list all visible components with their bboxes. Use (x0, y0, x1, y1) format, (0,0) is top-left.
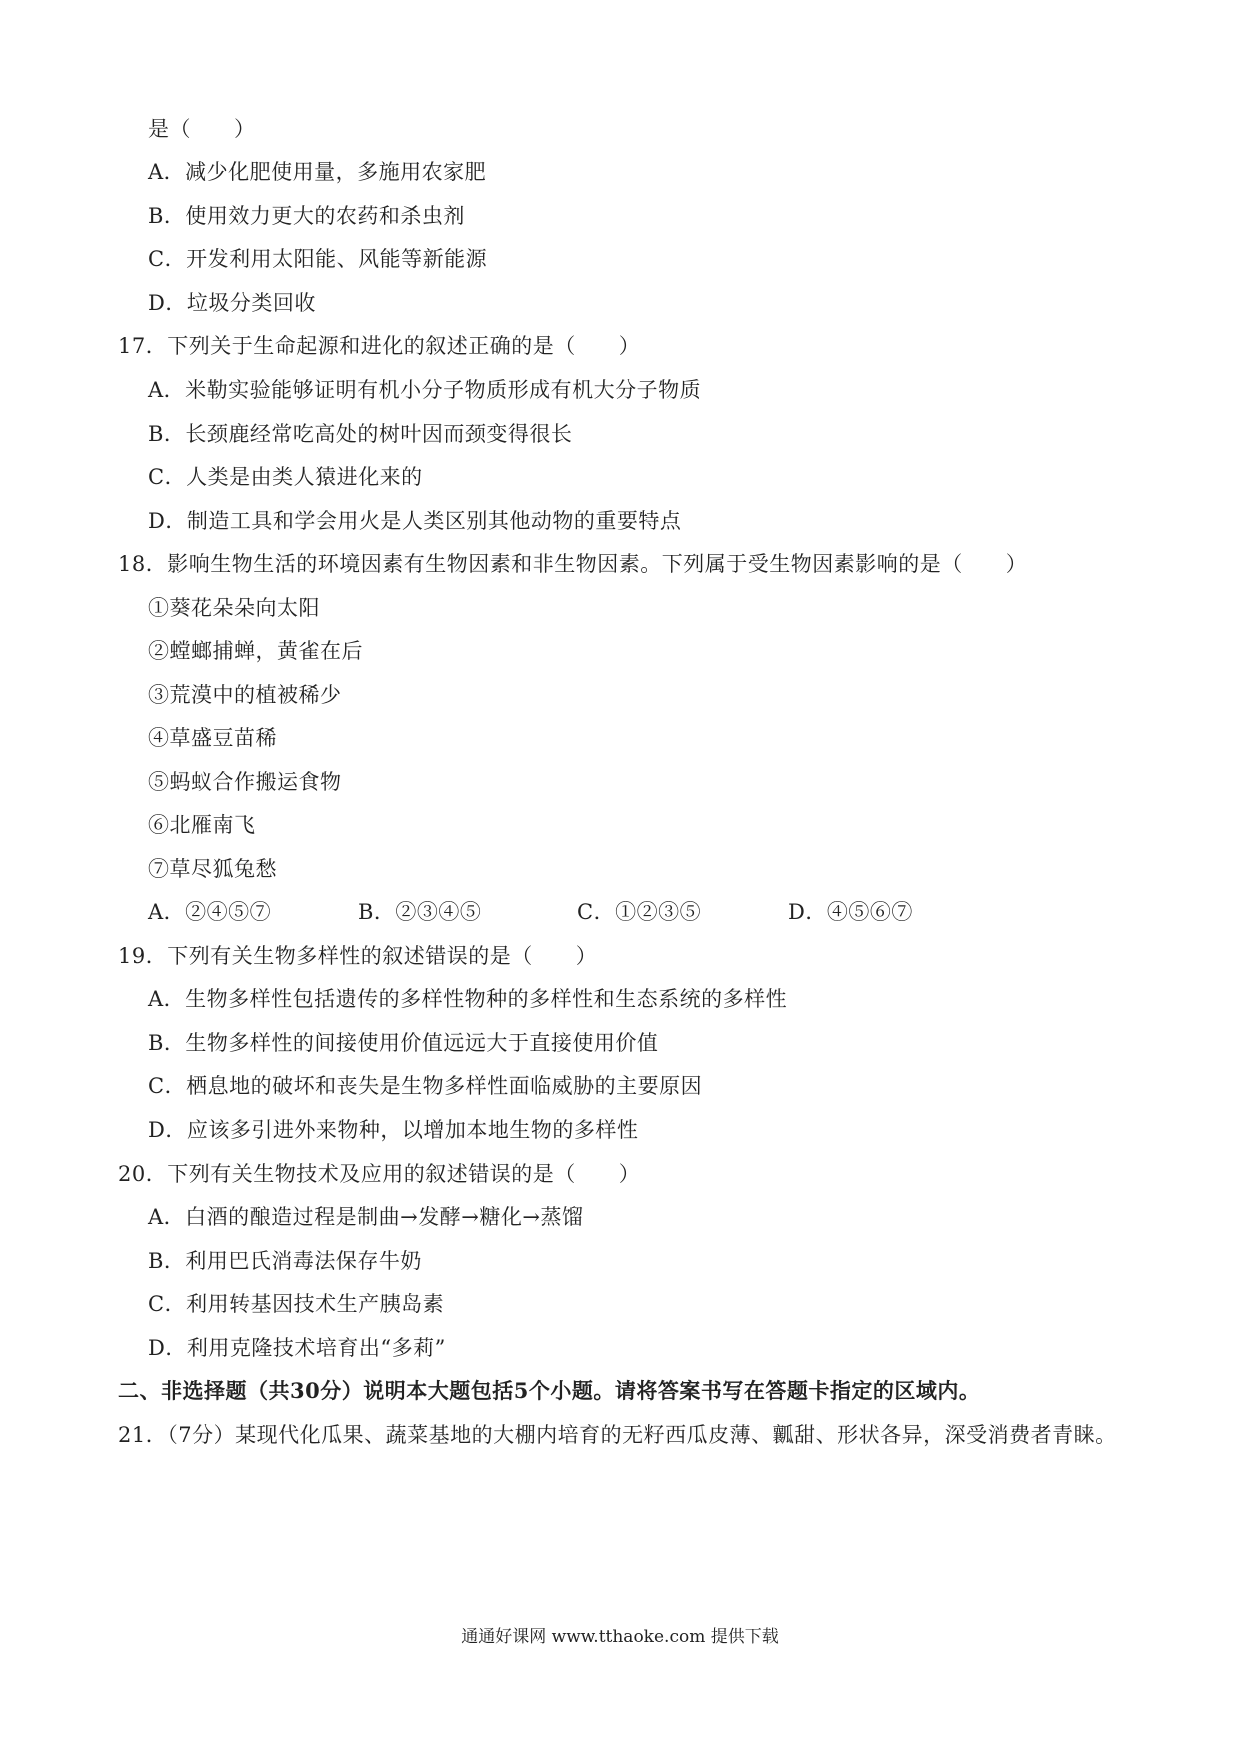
q20-option-d: D．利用克隆技术培育出“多莉” (148, 1336, 446, 1360)
q16-option-d: D．垃圾分类回收 (148, 291, 316, 315)
q18-item-1: ①葵花朵朵向太阳 (148, 596, 320, 620)
q20-option-a: A．白酒的酿造过程是制曲→发酵→糖化→蒸馏 (148, 1205, 584, 1229)
q20-stem: 20．下列有关生物技术及应用的叙述错误的是（ ） (118, 1162, 641, 1186)
q18-item-7: ⑦草尽狐兔愁 (148, 857, 277, 881)
q20-option-b: B．利用巴氏消毒法保存牛奶 (148, 1249, 422, 1273)
q18-option-c: C．①②③⑤ (577, 900, 702, 924)
q17-stem: 17．下列关于生命起源和进化的叙述正确的是（ ） (118, 334, 641, 358)
q21-stem: 21．（7分）某现代化瓜果、蔬菜基地的大棚内培育的无籽西瓜皮薄、瓤甜、形状各异，深受消费者青睐。 (118, 1423, 1117, 1447)
q18-item-5: ⑤蚂蚁合作搬运食物 (148, 770, 342, 794)
q18-option-d: D．④⑤⑥⑦ (788, 900, 913, 924)
q18-item-2: ②螳螂捕蝉，黄雀在后 (148, 639, 363, 663)
q18-item-3: ③荒漠中的植被稀少 (148, 683, 342, 707)
q17-option-d: D．制造工具和学会用火是人类区别其他动物的重要特点 (148, 509, 682, 533)
page-footer: 通通好课网 www.tthaoke.com 提供下载 (461, 1627, 779, 1647)
q16-option-a: A．减少化肥使用量，多施用农家肥 (148, 160, 487, 184)
q19-option-b: B．生物多样性的间接使用价值远远大于直接使用价值 (148, 1031, 659, 1055)
q16-option-b: B．使用效力更大的农药和杀虫剂 (148, 204, 465, 228)
q17-option-b: B．长颈鹿经常吃高处的树叶因而颈变得很长 (148, 422, 573, 446)
q16-option-c: C．开发利用太阳能、风能等新能源 (148, 247, 488, 271)
q18-stem: 18．影响生物生活的环境因素有生物因素和非生物因素。下列属于受生物因素影响的是（ ） (118, 552, 1028, 576)
q17-option-a: A．米勒实验能够证明有机小分子物质形成有机大分子物质 (148, 378, 702, 402)
q16-stem-tail: 是（ ） (148, 117, 256, 141)
q18-option-a: A．②④⑤⑦ (148, 900, 272, 924)
q18-item-6: ⑥北雁南飞 (148, 813, 256, 837)
q18-item-4: ④草盛豆苗稀 (148, 726, 277, 750)
q19-option-c: C．栖息地的破坏和丧失是生物多样性面临威胁的主要原因 (148, 1074, 703, 1098)
q17-option-c: C．人类是由类人猿进化来的 (148, 465, 423, 489)
q20-option-c: C．利用转基因技术生产胰岛素 (148, 1292, 445, 1316)
section-2-heading: 二、非选择题（共30分）说明本大题包括5个小题。请将答案书写在答题卡指定的区域内。 (118, 1378, 981, 1403)
q19-option-d: D．应该多引进外来物种，以增加本地生物的多样性 (148, 1118, 639, 1142)
q18-option-b: B．②③④⑤ (358, 900, 482, 924)
q19-option-a: A．生物多样性包括遗传的多样性物种的多样性和生态系统的多样性 (148, 987, 788, 1011)
q19-stem: 19．下列有关生物多样性的叙述错误的是（ ） (118, 944, 598, 968)
